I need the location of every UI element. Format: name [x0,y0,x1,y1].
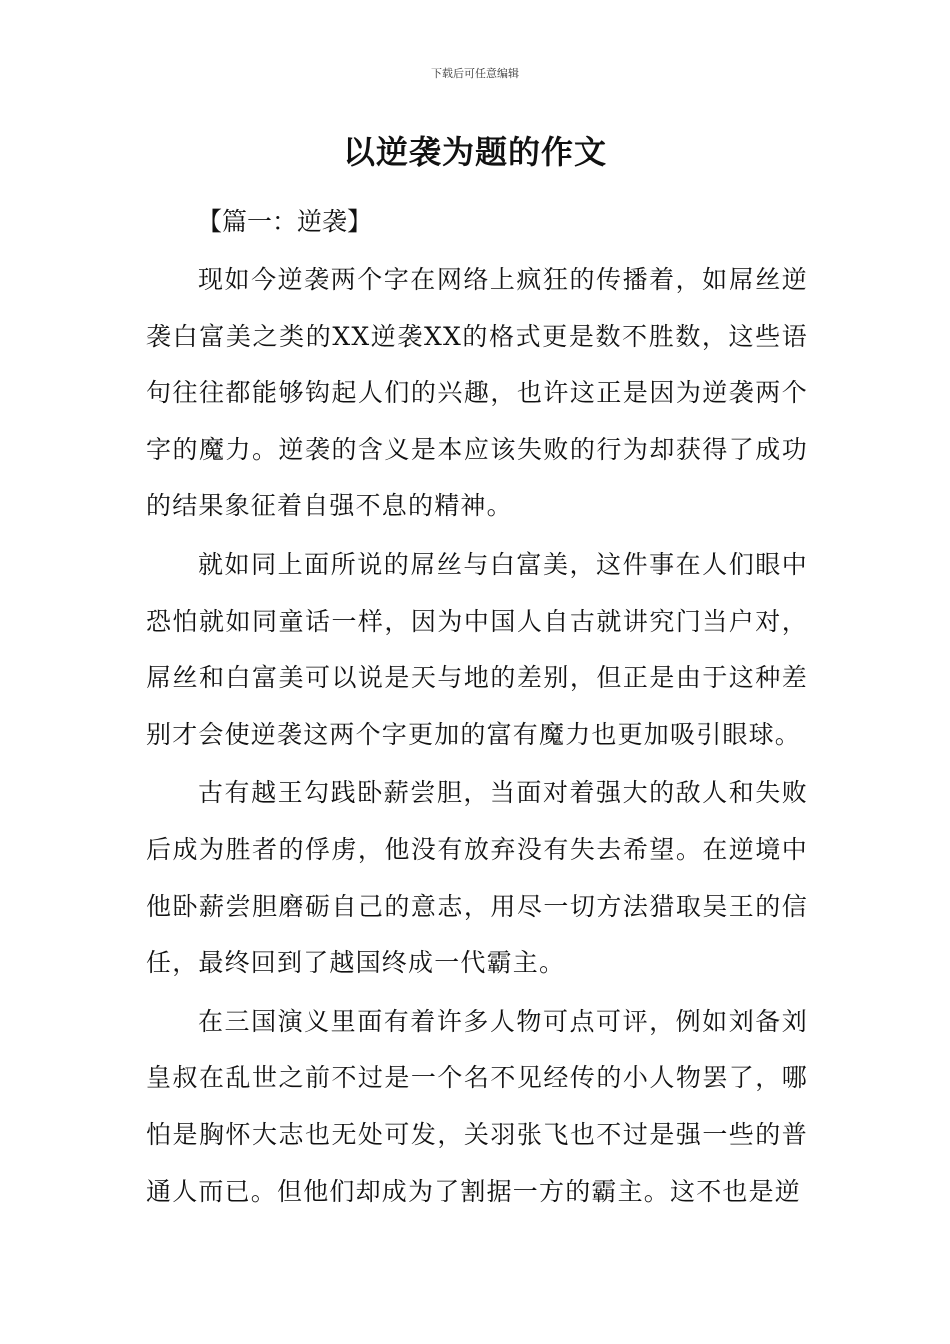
paragraph-3: 古有越王勾践卧薪尝胆，当面对着强大的敌人和失败后成为胜者的俘虏，他没有放弃没有失去希望。在逆境中他卧薪尝胆磨砺自己的意志，用尽一切方法猎取吴王的信任，最终回到了越国终成一代霸主。 [146,778,808,978]
paragraph-1: 现如今逆袭两个字在网络上疯狂的传播着，如屌丝逆袭白富美之类的XX逆袭XX的格式更是数不胜数，这些语句往往都能够钩起人们的兴趣，也许这正是因为逆袭两个字的魔力。逆袭的含义是本应该失败的行为却获得了成功的结果象征着自强不息的精神。 [146,265,808,521]
section-heading: 【篇一：逆袭】 [197,207,373,236]
paragraph-4: 在三国演义里面有着许多人物可点可评，例如刘备刘皇叔在乱世之前不过是一个名不见经传的小人物罢了，哪怕是胸怀大志也无处可发，关羽张飞也不过是强一些的普通人而已。但他们却成为了割据一方的霸主。这不也是逆 [146,1006,808,1206]
document-title: 以逆袭为题的作文 [342,133,607,171]
page-header-note: 下载后可任意编辑 [431,67,519,80]
document-body [146,252,808,1222]
paragraph-2: 就如同上面所说的屌丝与白富美，这件事在人们眼中恐怕就如同童话一样，因为中国人自古就讲究门当户对，屌丝和白富美可以说是天与地的差别，但正是由于这种差别才会使逆袭这两个字更加的富有魔力也更加吸引眼球。 [146,549,808,749]
